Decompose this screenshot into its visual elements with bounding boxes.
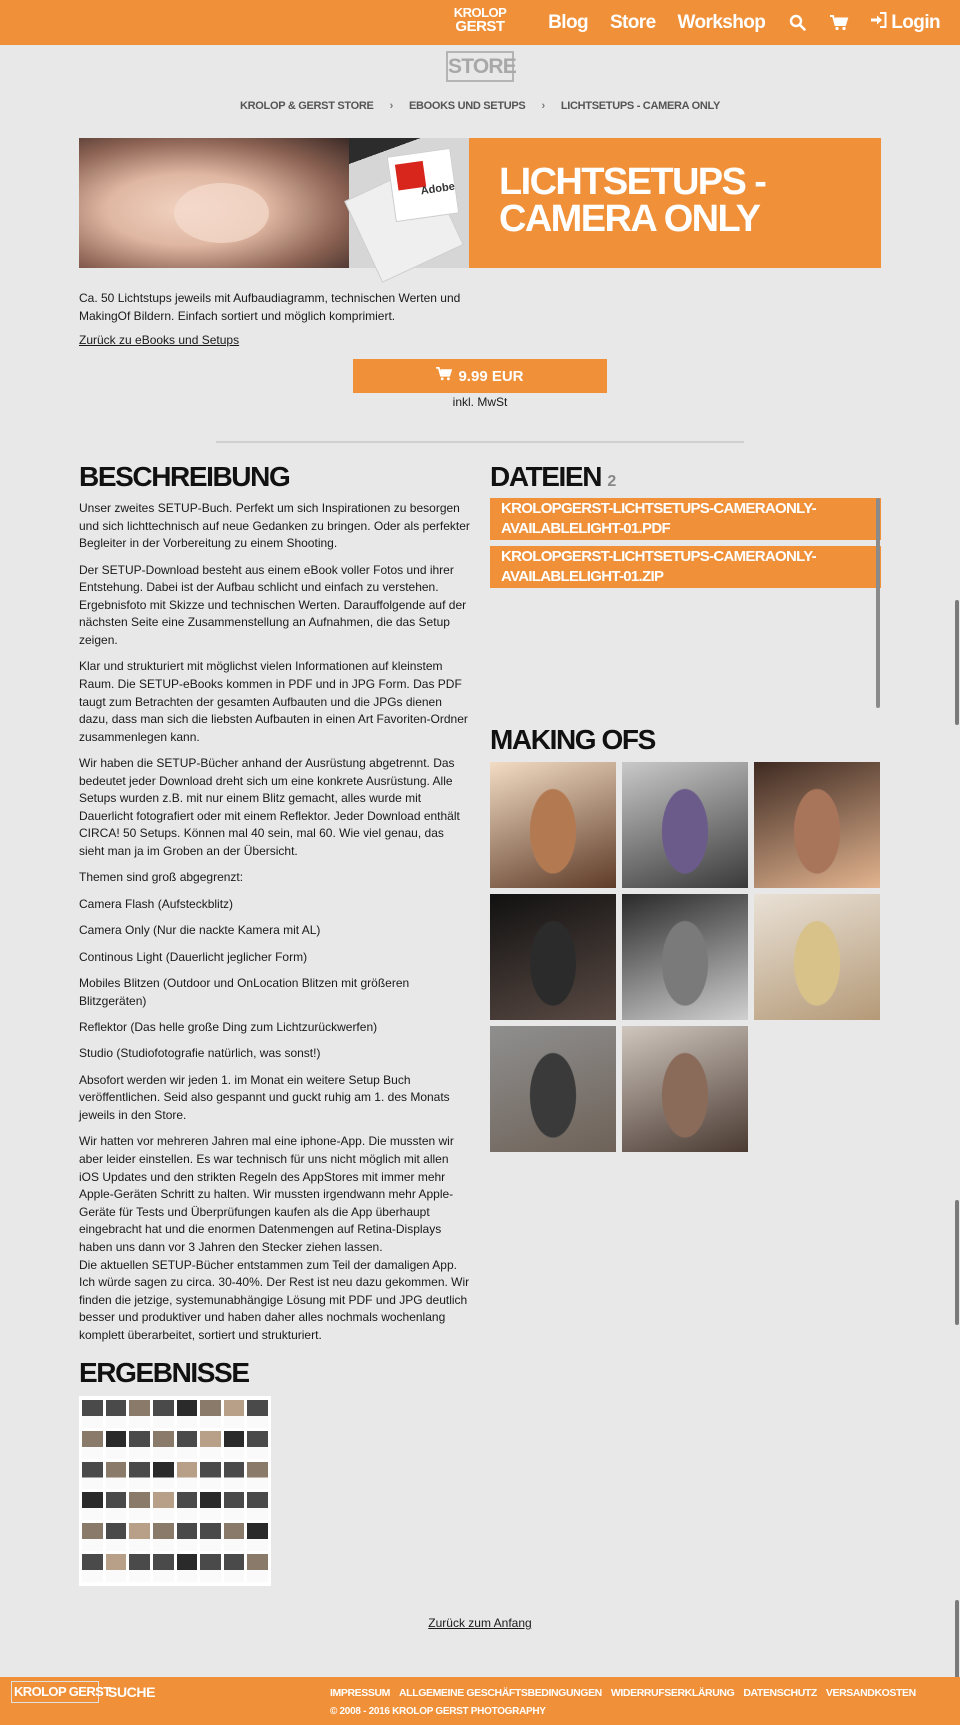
results-thumbnail-cell	[106, 1492, 127, 1520]
logo-line2: GERST	[455, 18, 505, 35]
results-thumbnail-cell	[153, 1400, 174, 1428]
results-thumbnail-cell	[129, 1492, 150, 1520]
making-ofs-heading: MAKING OFS	[490, 724, 655, 755]
results-thumbnail-cell	[106, 1462, 127, 1490]
results-thumbnail-cell	[247, 1431, 268, 1459]
back-to-ebooks-link[interactable]: Zurück zu eBooks und Setups	[79, 333, 240, 347]
description-paragraph: Reflektor (Das helle große Ding zum Lichtzurückwerfen)	[79, 1020, 378, 1035]
results-thumbnail-cell	[129, 1462, 150, 1490]
making-of-thumbnail[interactable]	[754, 894, 880, 1020]
nav-workshop[interactable]: Workshop	[677, 11, 766, 33]
results-thumbnail-cell	[200, 1554, 221, 1582]
description-body	[79, 500, 471, 1353]
breadcrumb-separator-icon: ›	[389, 100, 393, 112]
search-icon[interactable]	[787, 13, 807, 33]
breadcrumb-separator-icon: ›	[541, 100, 545, 112]
results-thumbnail-cell	[82, 1554, 103, 1582]
file-list-scrollbar[interactable]	[876, 498, 880, 708]
making-of-thumbnail[interactable]	[490, 1026, 616, 1152]
description-paragraph: Studio (Studiofotografie natürlich, was sonst!)	[79, 1046, 321, 1061]
breadcrumb-store[interactable]: KROLOP & GERST STORE	[240, 100, 374, 112]
results-thumbnail-cell	[106, 1523, 127, 1551]
description-paragraph: Camera Only (Nur die nackte Kamera mit AL)	[79, 923, 321, 938]
results-thumbnail-cell	[153, 1492, 174, 1520]
description-paragraph: Mobiles Blitzen (Outdoor und OnLocation Blitzen mit größeren Blitzgeräten)	[79, 976, 410, 1008]
results-thumbnail-cell	[224, 1431, 245, 1459]
results-thumbnail-cell	[82, 1492, 103, 1520]
description-paragraph: Wir hatten vor mehreren Jahren mal eine iphone-App. Die mussten wir aber leider einstellen. Es war technisch für uns nicht möglich mit allen iOS Updates und den strikten Regeln des AppStores mit immer mehr Apple-Geräten Schritt zu halten. Wir mussten irgendwann mehr Apple-Geräte für Tests und Überprüfungen kaufen als die App überhaupt eingebracht hat und die enormen Datenmengen auf Retina-Displays haben uns dann vor 3 Jahren den Stecker ziehen lassen. Die aktuellen SETUP-Bücher entstammen zum Teil der damaligen App. Ich würde sagen zu circa. 30-40%. Der Rest ist neu dazu gekommen. Wir finden die jetzige, systemunabhängige Lösung mit PDF und JPG deutlich besser und produktiver und haben daher alles nochmals wochenlang komplett überarbeitet, sortiert und strukturiert.	[79, 1134, 470, 1342]
footer-link-widerruf[interactable]: WIDERRUFSERKLÄRUNG	[610, 1687, 735, 1699]
file-download-zip[interactable]: KROLOPGERST-LICHTSETUPS-CAMERAONLY-AVAILABLELIGHT-01.ZIP	[490, 546, 881, 588]
product-banner	[79, 138, 881, 268]
results-thumbnail-cell	[224, 1554, 245, 1582]
making-of-thumbnail[interactable]	[622, 894, 748, 1020]
cart-icon[interactable]	[829, 13, 849, 33]
price-label: 9.99 EUR	[458, 367, 524, 385]
results-thumbnail-cell	[129, 1400, 150, 1428]
breadcrumb-current: LICHTSETUPS - CAMERA ONLY	[560, 100, 720, 112]
buy-button[interactable]	[353, 359, 607, 393]
results-thumbnail-cell	[247, 1492, 268, 1520]
results-thumbnail-cell	[129, 1431, 150, 1459]
results-thumbnail-cell	[224, 1400, 245, 1428]
results-thumbnail-cell	[177, 1523, 198, 1551]
sign-in-icon	[871, 12, 887, 34]
login-label: Login	[891, 11, 940, 33]
footer-logo[interactable]: KROLOP GERST	[11, 1681, 99, 1703]
results-thumbnail-cell	[177, 1431, 198, 1459]
results-thumbnail-cell	[247, 1523, 268, 1551]
file-download-pdf[interactable]: KROLOPGERST-LICHTSETUPS-CAMERAONLY-AVAILABLELIGHT-01.PDF	[490, 498, 881, 540]
making-of-thumbnail[interactable]	[490, 762, 616, 888]
description-heading: BESCHREIBUNG	[79, 461, 290, 492]
results-thumbnail-cell	[82, 1462, 103, 1490]
top-navigation-bar	[0, 0, 960, 45]
results-thumbnail-cell	[106, 1400, 127, 1428]
banner-portrait-image	[79, 138, 349, 268]
section-divider	[216, 441, 744, 443]
results-thumbnail-cell	[224, 1523, 245, 1551]
results-thumbnail-cell	[200, 1492, 221, 1520]
results-thumbnail-cell	[153, 1554, 174, 1582]
vat-note: inkl. MwSt	[452, 395, 508, 409]
results-thumbnail-cell	[247, 1462, 268, 1490]
cart-icon	[436, 367, 452, 385]
page-scrollbar-thumb[interactable]	[955, 600, 959, 725]
results-thumbnail-cell	[177, 1400, 198, 1428]
files-heading-label: DATEIEN	[490, 461, 602, 492]
nav-blog[interactable]: Blog	[548, 11, 588, 33]
main-nav	[548, 0, 940, 45]
results-thumbnail-cell	[82, 1523, 103, 1551]
results-thumbnail-cell	[247, 1400, 268, 1428]
description-paragraph: Absofort werden wir jeden 1. im Monat ein weitere Setup Buch veröffentlichen. Seid also gespannt und guckt ruhig am 1. des Monats jeweils in den Store.	[79, 1072, 450, 1122]
footer-search-link[interactable]: SUCHE	[108, 1684, 156, 1700]
description-paragraph: Themen sind groß abgegrenzt:	[79, 870, 244, 885]
results-thumbnail-cell	[106, 1554, 127, 1582]
results-thumbnail-cell	[200, 1400, 221, 1428]
results-thumbnail-cell	[224, 1462, 245, 1490]
description-paragraph: Continous Light (Dauerlicht jeglicher Form)	[79, 949, 308, 964]
results-thumbnail-cell	[200, 1523, 221, 1551]
making-of-thumbnail[interactable]	[622, 762, 748, 888]
back-to-top-link[interactable]: Zurück zum Anfang	[428, 1616, 532, 1630]
results-thumbnail-cell	[153, 1462, 174, 1490]
breadcrumb-ebooks[interactable]: EBOOKS UND SETUPS	[408, 100, 526, 112]
results-overview-image[interactable]	[79, 1396, 271, 1586]
results-thumbnail-cell	[129, 1523, 150, 1551]
results-thumbnail-cell	[224, 1492, 245, 1520]
banner-pdf-image: Adobe	[349, 138, 469, 268]
results-thumbnail-cell	[129, 1554, 150, 1582]
footer-links	[330, 1687, 916, 1699]
store-badge[interactable]: STORE	[446, 51, 514, 82]
making-of-thumbnail[interactable]	[754, 762, 880, 888]
description-paragraph: Klar und strukturiert mit möglichst vielen Informationen auf kleinstem Raum. Die SETUP-eBooks kommen in PDF und in JPG Form. Das PDF taugt zum Betrachten der gesamten Aufbauten und die JPGs dienen dazu, dass man sich die liebsten Aufbauten in einen Art Favoriten-Ordner zusammenlegen kann.	[79, 659, 468, 744]
site-logo[interactable]	[452, 6, 508, 38]
making-ofs-gallery	[490, 762, 882, 1152]
files-heading	[490, 461, 616, 493]
results-thumbnail-cell	[200, 1431, 221, 1459]
description-paragraph: Unser zweites SETUP-Buch. Perfekt um sich Inspirationen zu besorgen und sich lichttechnisch auf neue Gedanken zu bringen. Oder als perfekter Begleiter in der Vorbereitung zu einem Shooting.	[79, 501, 470, 551]
results-heading: ERGEBNISSE	[79, 1357, 249, 1388]
footer	[0, 1677, 960, 1725]
login-link[interactable]	[871, 12, 940, 34]
footer-link-versandkosten[interactable]: VERSANDKOSTEN	[825, 1687, 916, 1699]
results-thumbnail-cell	[82, 1431, 103, 1459]
file-list	[490, 498, 881, 594]
results-thumbnail-cell	[82, 1400, 103, 1428]
logo-line1: KROLOP	[453, 5, 507, 20]
footer-link-impressum[interactable]: IMPRESSUM	[330, 1687, 390, 1699]
results-thumbnail-cell	[153, 1523, 174, 1551]
breadcrumb	[0, 100, 960, 112]
making-of-thumbnail[interactable]	[490, 894, 616, 1020]
product-intro: Ca. 50 Lichtstups jeweils mit Aufbaudiagramm, technischen Werten und MakingOf Bildern. Einfach sortiert und möglich komprimiert.	[79, 291, 461, 323]
page-scrollbar-thumb[interactable]	[955, 1200, 959, 1325]
making-of-thumbnail[interactable]	[622, 1026, 748, 1152]
results-thumbnail-cell	[177, 1492, 198, 1520]
results-thumbnail-cell	[247, 1554, 268, 1582]
footer-copyright: © 2008 - 2016 KROLOP GERST PHOTOGRAPHY	[330, 1706, 546, 1717]
footer-link-agb[interactable]: ALLGEMEINE GESCHÄFTSBEDINGUNGEN	[399, 1687, 602, 1699]
description-paragraph: Der SETUP-Download besteht aus einem eBook voller Fotos und ihrer Entstehung. Dabei ist der Aufbau schlicht und einfach zu verstehen. Ergebnisfoto mit Skizze und technischen Werten. Darauffolgende auf der nächsten Seite eine Zusammenstellung an Aufnahmen, die das Setup zeigen.	[79, 562, 467, 647]
results-thumbnail-cell	[177, 1554, 198, 1582]
nav-store[interactable]: Store	[609, 11, 656, 33]
description-paragraph: Wir haben die SETUP-Bücher anhand der Ausrüstung abgetrennt. Das bedeutet jeder Download dreht sich um eine konkrete Ausrüstung. Alle Setups wurden z.B. mit nur einem Blitz gemacht, alles wurde mit Dauerlicht fotografiert oder mit einem Reflektor. Jeder Download enthält CIRCA! 50 Setups. Können mal 40 sein, mal 60. Wie viel genau, das sieht man ja im Groben an der Übersicht.	[79, 756, 460, 859]
results-thumbnail-cell	[153, 1431, 174, 1459]
product-title: LICHTSETUPS - CAMERA ONLY	[499, 161, 766, 240]
results-thumbnail-cell	[177, 1462, 198, 1490]
files-count: 2	[607, 473, 617, 490]
footer-link-datenschutz[interactable]: DATENSCHUTZ	[743, 1687, 817, 1699]
results-thumbnail-cell	[106, 1431, 127, 1459]
results-thumbnail-cell	[200, 1462, 221, 1490]
description-paragraph: Camera Flash (Aufsteckblitz)	[79, 896, 234, 911]
back-to-top	[0, 1616, 960, 1630]
